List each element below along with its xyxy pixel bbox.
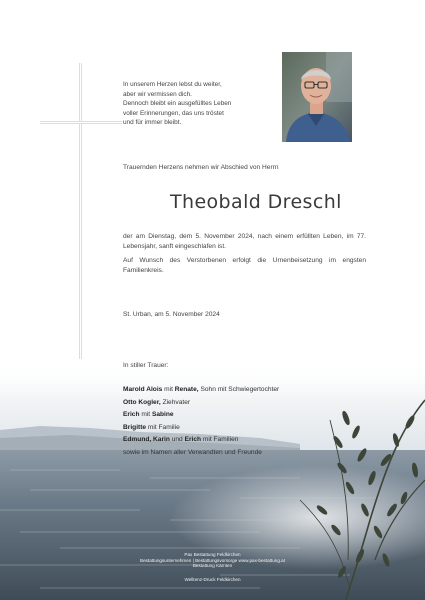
poem-line: voller Erinnerungen, das uns tröstet — [123, 109, 224, 117]
footer-company: Pax Bestattung Feldkirchen — [184, 552, 241, 557]
cross-icon-horizontal — [40, 121, 122, 124]
mourner-row: Erich mit Sabine — [123, 411, 174, 419]
mourner-row: Otto Kogler, Ziehvater — [123, 398, 191, 406]
memorial-poem — [123, 80, 278, 128]
mourner-row: Edmund, Karin und Erich mit Familien — [123, 436, 239, 444]
footer-region: Bestattung Kärnten — [192, 563, 233, 568]
mourners-list — [123, 384, 279, 460]
cross-icon-vertical — [79, 63, 82, 359]
poem-line: Dennoch bleibt ein ausgefülltes Leben — [123, 100, 232, 108]
place-and-date: St. Urban, am 5. November 2024 — [123, 311, 220, 318]
mourning-label: In stiller Trauer: — [123, 362, 169, 369]
farewell-intro: Trauernden Herzens nehmen wir Abschied von Herrn — [123, 164, 279, 171]
mourner-row: Marold Alois mit Renate, Sohn mit Schwiegertochter — [123, 386, 280, 393]
burial-paragraph: Auf Wunsch des Verstorbenen erfolgt die Urnenbeisetzung im engsten Familienkreis. — [123, 257, 366, 274]
poem-line: und für immer bleibt. — [123, 119, 182, 127]
portrait-photo — [282, 52, 352, 142]
death-notice-paragraph: der am Dienstag, dem 5. November 2024, nach einem erfüllten Leben, im 77. Lebensjahr, sanft eingeschlafen ist. — [123, 233, 366, 250]
poem-line: In unserem Herzen lebst du weiter, — [123, 81, 222, 88]
mourner-row: sowie im Namen aller Verwandten und Freunde — [123, 448, 262, 456]
deceased-name: Theobald Dreschl — [170, 191, 342, 213]
footer-services: Bestattungsunternehmen | Bestattungsvorsorge www.pax-bestattung.at — [140, 558, 285, 563]
mourner-row: Brigitte mit Familie — [123, 423, 180, 431]
footer-printer: Welltenz-Druck Feldkirchen — [184, 577, 241, 582]
poem-line: aber wir vermissen dich. — [123, 90, 192, 98]
